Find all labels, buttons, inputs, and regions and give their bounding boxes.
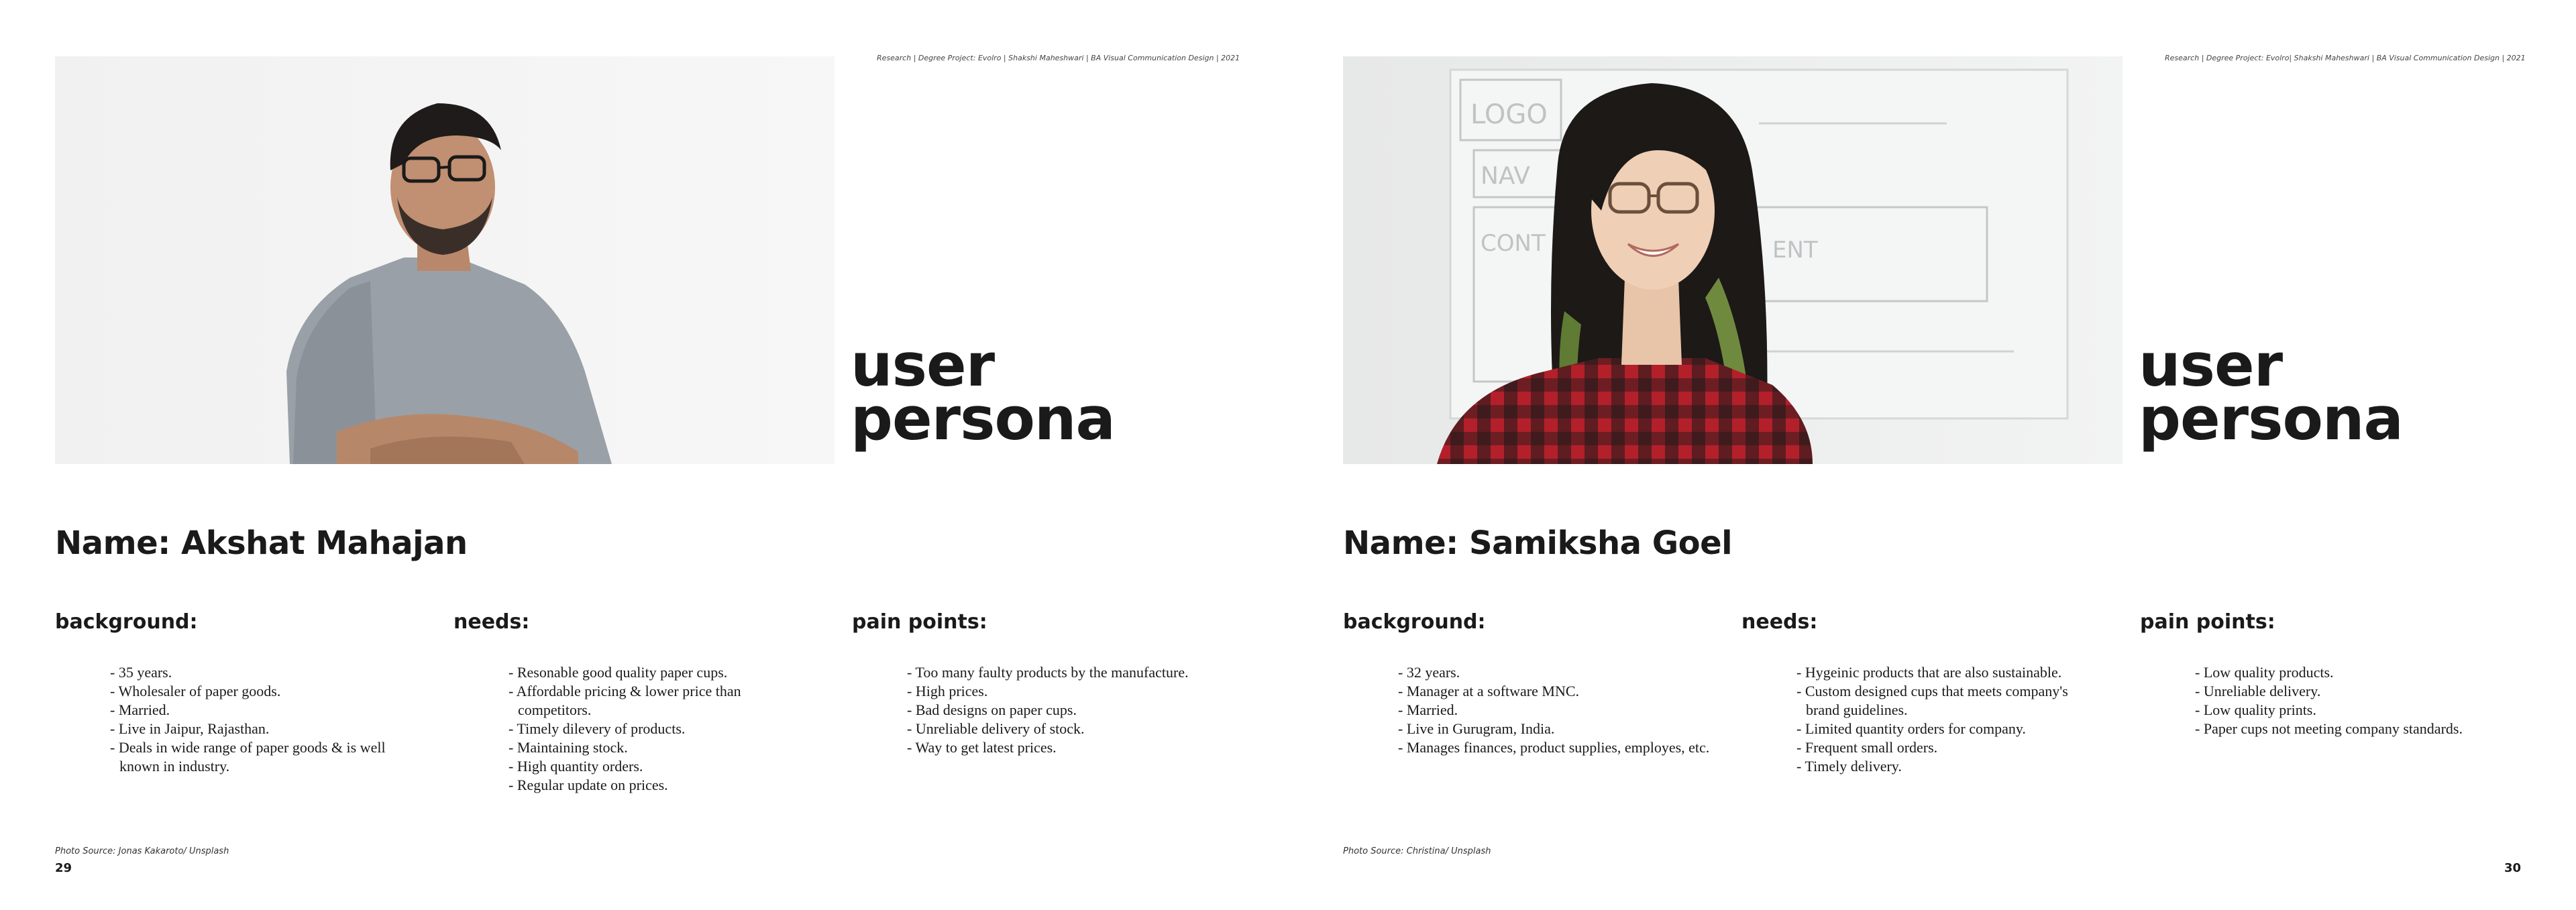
- running-header: Research | Degree Project: Evolro | Shakshi Maheshwari | BA Visual Communication Design | 2021: [877, 54, 1240, 62]
- list-item: - Too many faulty products by the manufacture.: [907, 663, 1242, 682]
- title-line-user: user: [851, 331, 995, 400]
- list-item: - Manager at a software MNC.: [1398, 682, 1713, 701]
- whiteboard-text: LOGO: [1470, 99, 1548, 130]
- persona-name: Name: Samiksha Goel: [1343, 524, 1733, 562]
- list-item: - Timely dilevery of products.: [508, 720, 790, 738]
- running-header: Research | Degree Project: Evolro| Shakshi Maheshwari | BA Visual Communication Design | 2021: [2165, 54, 2526, 62]
- page-number: 29: [55, 861, 72, 875]
- page-number: 30: [2504, 861, 2521, 875]
- whiteboard-text: NAV: [1481, 162, 1530, 190]
- background-heading: background:: [55, 610, 198, 634]
- persona-photo-samiksha: [1343, 56, 2123, 464]
- list-item: - Bad designs on paper cups.: [907, 701, 1242, 720]
- pain-points-section: [852, 610, 1228, 757]
- pain-points-heading: pain points:: [852, 610, 987, 634]
- needs-list: [1796, 663, 2078, 776]
- list-item: - Timely delivery.: [1796, 757, 2078, 776]
- pain-points-section: [2140, 610, 2516, 738]
- background-section: [55, 610, 431, 776]
- background-section: [1343, 610, 1719, 757]
- needs-list: [508, 663, 790, 795]
- list-item: - Married.: [110, 701, 425, 720]
- list-item: - Married.: [1398, 701, 1713, 720]
- background-list: [110, 663, 425, 776]
- list-item: - 32 years.: [1398, 663, 1713, 682]
- list-item: - Live in Jaipur, Rajasthan.: [110, 720, 425, 738]
- background-heading: background:: [1343, 610, 1486, 634]
- list-item: - Manages finances, product supplies, employes, etc.: [1398, 738, 1713, 757]
- needs-heading: needs:: [453, 610, 530, 634]
- list-item: - Resonable good quality paper cups.: [508, 663, 790, 682]
- list-item: - Limited quantity orders for company.: [1796, 720, 2078, 738]
- list-item: - Way to get latest prices.: [907, 738, 1242, 757]
- photo-source: Photo Source: Jonas Kakaroto/ Unsplash: [55, 846, 229, 856]
- list-item: - Live in Gurugram, India.: [1398, 720, 1713, 738]
- page-30: [1288, 0, 2576, 910]
- list-item: - High quantity orders.: [508, 757, 790, 776]
- needs-section: [1741, 610, 2104, 776]
- list-item: - Unreliable delivery.: [2195, 682, 2530, 701]
- needs-heading: needs:: [1741, 610, 1818, 634]
- pain-points-heading: pain points:: [2140, 610, 2275, 634]
- whiteboard-text: ENT: [1772, 237, 1818, 264]
- needs-section: [453, 610, 816, 795]
- section-title: [851, 331, 1115, 453]
- list-item: - Custom designed cups that meets company's brand guidelines.: [1796, 682, 2078, 720]
- title-line-persona: persona: [2139, 384, 2403, 453]
- list-item: - Paper cups not meeting company standards.: [2195, 720, 2530, 738]
- pain-points-list: [907, 663, 1242, 757]
- list-item: - Unreliable delivery of stock.: [907, 720, 1242, 738]
- persona-photo-akshat: [55, 56, 835, 464]
- photo-source: Photo Source: Christina/ Unsplash: [1343, 846, 1491, 856]
- list-item: - 35 years.: [110, 663, 425, 682]
- list-item: - Hygeinic products that are also sustainable.: [1796, 663, 2078, 682]
- list-item: - Wholesaler of paper goods.: [110, 682, 425, 701]
- list-item: - Regular update on prices.: [508, 776, 790, 795]
- persona-name: Name: Akshat Mahajan: [55, 524, 468, 562]
- list-item: - Deals in wide range of paper goods & is well known in industry.: [110, 738, 425, 776]
- pain-points-list: [2195, 663, 2530, 738]
- whiteboard-text: CONT: [1481, 230, 1546, 257]
- list-item: - High prices.: [907, 682, 1242, 701]
- title-line-user: user: [2139, 331, 2283, 400]
- list-item: - Low quality prints.: [2195, 701, 2530, 720]
- background-list: [1398, 663, 1713, 757]
- list-item: - Low quality products.: [2195, 663, 2530, 682]
- list-item: - Affordable pricing & lower price than competitors.: [508, 682, 790, 720]
- list-item: - Maintaining stock.: [508, 738, 790, 757]
- list-item: - Frequent small orders.: [1796, 738, 2078, 757]
- title-line-persona: persona: [851, 384, 1115, 453]
- section-title: [2139, 331, 2403, 453]
